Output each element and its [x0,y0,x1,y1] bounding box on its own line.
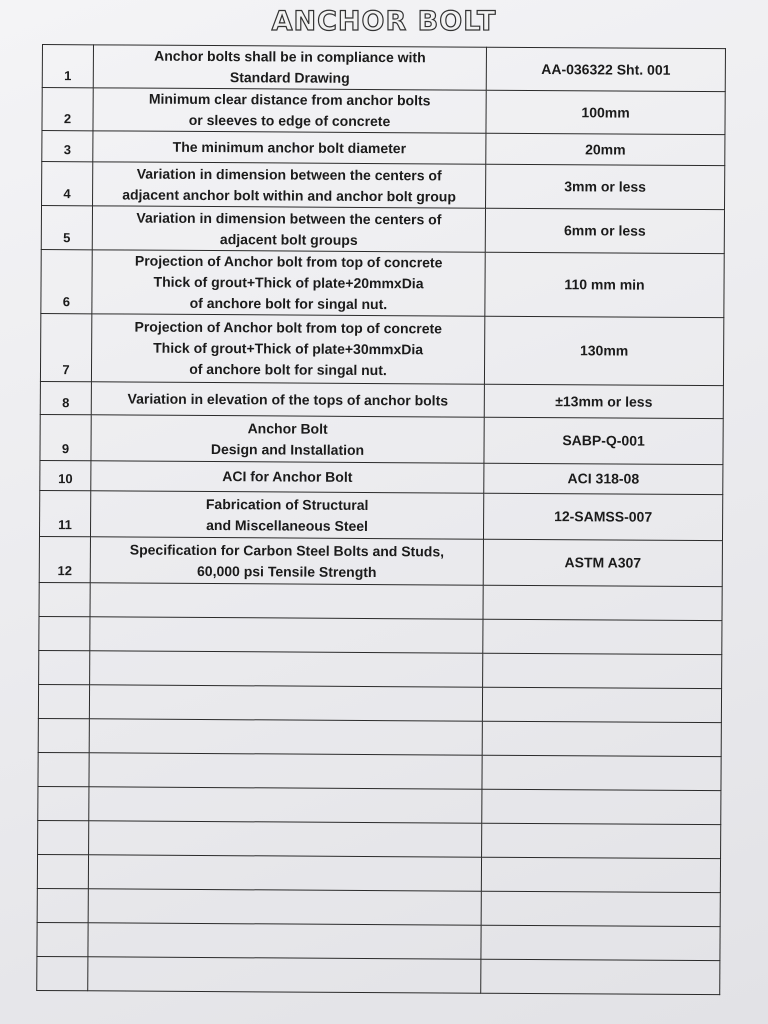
empty-cell [90,651,483,687]
empty-cell [481,857,720,892]
empty-cell [483,653,722,688]
description-line: of anchore bolt for singal nut. [189,360,387,379]
row-number: 7 [40,313,91,381]
row-value: 110 mm min [485,252,724,317]
table-row [40,460,723,494]
empty-cell [39,650,90,684]
row-description [91,382,484,417]
empty-cell [39,582,90,616]
row-description [91,415,484,463]
table-row [42,45,725,92]
row-value: 20mm [486,133,725,165]
empty-cell [37,956,88,990]
description-line: Design and Installation [210,440,365,458]
empty-row [37,922,720,960]
empty-row [39,582,722,620]
row-value: AA-036322 Sht. 001 [486,47,725,91]
row-description [92,206,485,252]
empty-cell [38,718,89,752]
empty-cell [482,823,721,858]
row-description [93,88,486,133]
empty-cell [37,888,88,922]
table-row [40,313,723,385]
empty-cell [88,957,481,993]
row-value: 100mm [486,90,725,134]
description-line: ACI for Anchor Bolt [222,468,353,485]
empty-row [38,718,721,756]
empty-row [38,684,721,722]
description-line: Thick of grout+Thick of plate+30mmxDia [153,339,424,358]
table-row [41,206,724,254]
row-description [90,491,483,539]
empty-row [38,786,721,824]
empty-cell [89,685,482,721]
row-number: 5 [41,206,92,250]
table-row [42,162,725,210]
spec-table [36,44,726,995]
empty-cell [90,617,483,653]
empty-cell [38,786,89,820]
row-number: 6 [41,249,92,313]
row-value: ASTM A307 [483,539,722,586]
empty-cell [88,923,481,959]
empty-cell [38,820,89,854]
empty-cell [89,753,482,789]
empty-cell [482,687,721,722]
row-number: 8 [40,381,91,414]
row-value: SABP-Q-001 [484,417,723,464]
description-line: of anchore bolt for singal nut. [189,294,388,313]
description-line: Standard Drawing [229,69,350,86]
table-row [39,490,722,540]
description-line: adjacent anchor bolt within and anchor bolt group [122,185,456,205]
row-description [93,45,486,90]
page-title: ANCHOR BOLT [271,6,497,37]
empty-cell [482,721,721,756]
empty-row [39,650,722,688]
description-line: Anchor bolts shall be in compliance with [154,47,426,66]
empty-cell [482,755,721,790]
empty-cell [481,959,720,994]
row-description [93,162,486,208]
empty-row [38,820,721,858]
empty-cell [483,619,722,654]
row-number: 3 [42,131,93,162]
empty-cell [483,585,722,620]
row-number: 1 [42,45,93,88]
empty-cell [37,922,88,956]
empty-cell [38,752,89,786]
empty-cell [90,583,483,619]
empty-row [39,616,722,654]
row-value: 12-SAMSS-007 [483,493,722,540]
row-value: ±13mm or less [484,384,723,418]
description-line: Projection of Anchor bolt from top of concrete [134,318,443,337]
description-line: Projection of Anchor bolt from top of concrete [134,252,443,271]
empty-cell [38,684,89,718]
empty-row [38,752,721,790]
table-row [39,536,722,586]
empty-row [37,956,720,994]
description-line: and Miscellaneous Steel [206,516,369,534]
description-line: Fabrication of Structural [205,495,369,513]
empty-cell [89,787,482,823]
description-line: Variation in dimension between the centers of [136,209,442,227]
description-line: adjacent bolt groups [219,230,358,248]
description-line: Thick of grout+Thick of plate+20mmxDia [153,273,424,292]
row-value: 3mm or less [486,164,725,209]
row-number: 9 [40,414,91,460]
table-row [42,131,725,166]
row-number: 11 [39,490,90,536]
row-value: 6mm or less [485,208,724,253]
spec-table-container [36,44,726,995]
empty-cell [88,855,481,891]
row-description [90,537,483,585]
row-description [91,314,484,384]
description-line: or sleeves to edge of concrete [188,111,391,130]
empty-cell [482,789,721,824]
row-number: 4 [42,162,93,206]
description-line: The minimum anchor bolt diameter [172,138,407,156]
description-line: 60,000 psi Tensile Strength [196,562,377,580]
table-row [41,249,724,317]
empty-row [37,888,720,926]
description-line: Specification for Carbon Steel Bolts and Studs, [129,541,445,559]
spec-table-body [37,45,726,995]
row-number: 12 [39,536,90,582]
row-description [92,250,485,316]
empty-row [37,854,720,892]
row-number: 10 [40,460,91,490]
empty-cell [89,719,482,755]
table-row [40,381,723,418]
empty-cell [89,821,482,857]
empty-cell [481,925,720,960]
row-description [93,131,486,164]
empty-cell [88,889,481,925]
description-line: Anchor Bolt [247,419,328,437]
row-value: 130mm [484,316,723,385]
empty-cell [39,616,90,650]
row-description [91,461,484,493]
table-row [42,88,725,135]
empty-cell [481,891,720,926]
description-line: Variation in dimension between the centers of [136,165,442,183]
table-row [40,414,723,464]
empty-cell [37,854,88,888]
row-value: ACI 318-08 [484,463,723,494]
description-line: Minimum clear distance from anchor bolts [148,90,431,109]
row-number: 2 [42,88,93,131]
description-line: Variation in elevation of the tops of anchor bolts [127,390,449,408]
